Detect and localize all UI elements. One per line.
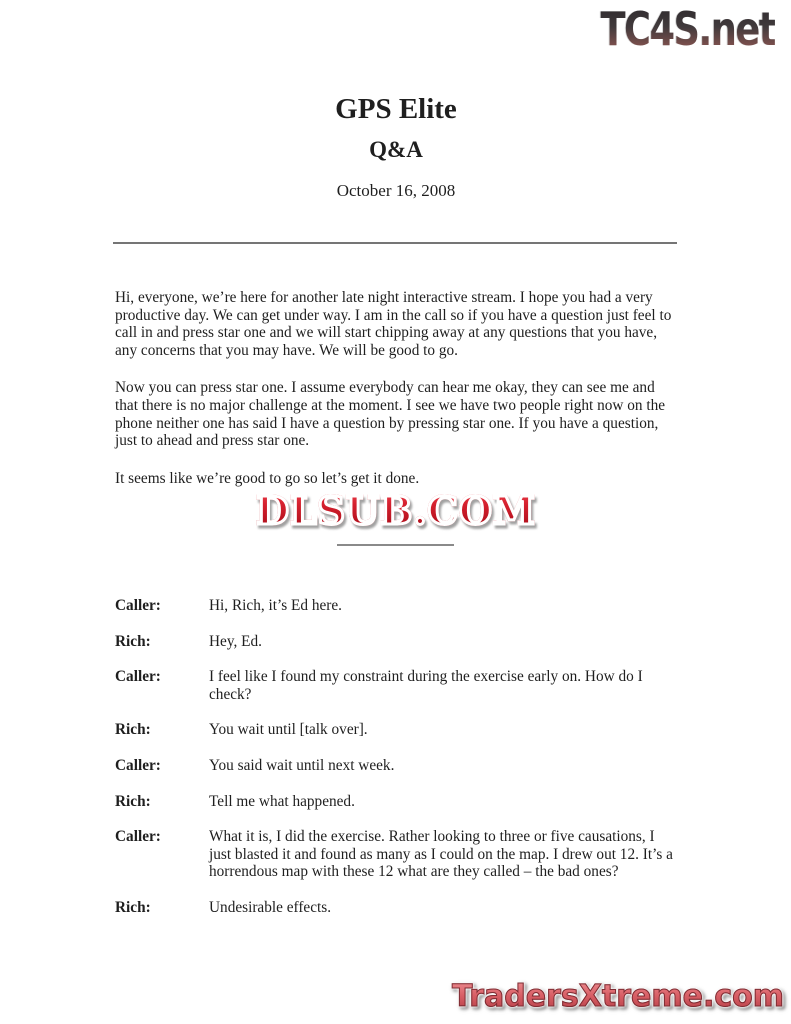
- speaker-label: Rich:: [115, 898, 151, 916]
- speaker-text: You said wait until next week.: [209, 756, 395, 774]
- intro-paragraph: Now you can press star one. I assume everybody can hear me okay, they can see me and that there is no major challenge at the moment. I see we have two people right now on the phone neither one has said I have a question by pressing star one. If you have a question, just to ahead and press star one.: [115, 379, 666, 450]
- tradersxtreme-logo: TradersXtreme.com: [452, 979, 784, 1014]
- transcript-entry: [115, 597, 679, 615]
- speaker-label: Caller:: [115, 828, 161, 846]
- transcript-entry: [115, 757, 679, 775]
- speaker-label: Rich:: [115, 792, 151, 810]
- page-title: GPS Elite: [335, 93, 457, 125]
- transcript-entry: [115, 721, 679, 739]
- transcript-entry: [115, 899, 679, 917]
- transcript-entry: [115, 793, 679, 811]
- speaker-label: Caller:: [115, 756, 161, 774]
- transcript-entry: [115, 633, 679, 651]
- transcript-entry: [115, 828, 679, 881]
- speaker-text: Hi, Rich, it’s Ed here.: [209, 597, 342, 614]
- speaker-text: Hey, Ed.: [209, 632, 262, 650]
- speaker-text: I feel like I found my constraint during the exercise early on. How do I check?: [209, 668, 643, 703]
- intro-paragraph: Hi, everyone, we’re here for another late night interactive stream. I hope you had a very productive day. We can get under way. I am in the call so if you have a question just feel to call in and press star one and we will start chipping away at any questions that you have, any concerns that you may have. We will be good to go.: [115, 289, 672, 359]
- transcript-entry: [115, 668, 679, 703]
- speaker-text: Undesirable effects.: [209, 898, 332, 916]
- top-divider: [113, 242, 677, 244]
- speaker-text: What it is, I did the exercise. Rather looking to three or five causations, I just blasted it and found as many as I could on the map. I drew out 12. It’s a horrendous map with these 12 what are they called – the bad ones?: [209, 828, 673, 881]
- dlsub-watermark: DLSUB.COM: [115, 489, 677, 533]
- title-block: [115, 92, 677, 201]
- speaker-label: Rich:: [115, 721, 151, 739]
- small-divider: [337, 544, 454, 546]
- speaker-label: Caller:: [115, 597, 161, 614]
- speaker-label: Caller:: [115, 668, 161, 686]
- speaker-label: Rich:: [115, 632, 151, 650]
- speaker-text: You wait until [talk over].: [209, 721, 368, 739]
- speaker-text: Tell me what happened.: [209, 792, 355, 810]
- page-subtitle: Q&A: [369, 137, 423, 162]
- tc4s-logo: TC4S.net: [600, 2, 775, 56]
- document-date: October 16, 2008: [336, 181, 456, 200]
- intro-paragraphs: [115, 289, 677, 507]
- intro-paragraph: It seems like we’re good to go so let’s get it done.: [115, 469, 420, 487]
- transcript: [115, 597, 679, 935]
